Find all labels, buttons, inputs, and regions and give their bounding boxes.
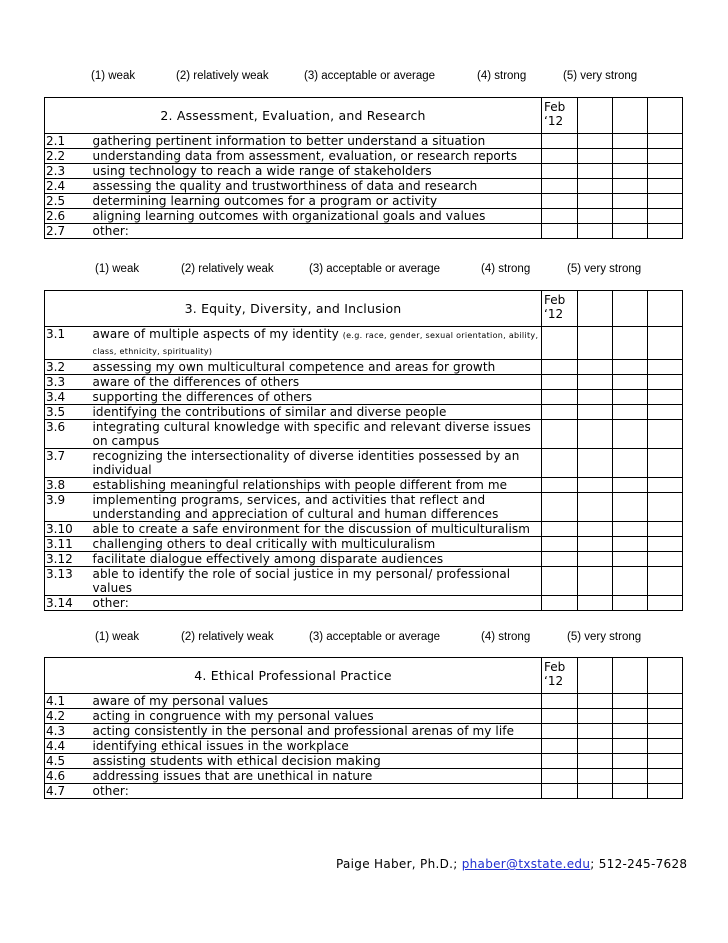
rating-cell[interactable] bbox=[542, 493, 578, 522]
rating-cell[interactable] bbox=[578, 390, 613, 405]
rating-cell[interactable] bbox=[578, 194, 613, 209]
rating-cell[interactable] bbox=[578, 769, 613, 784]
rating-cell[interactable] bbox=[578, 327, 613, 360]
table-row: 3.12 facilitate dialogue effectively among disparate audiences bbox=[45, 552, 683, 567]
rating-cell[interactable] bbox=[542, 420, 578, 449]
rating-cell[interactable] bbox=[578, 596, 613, 611]
email-link[interactable]: phaber@txstate.edu bbox=[461, 857, 591, 871]
rating-cell[interactable] bbox=[578, 694, 613, 709]
rating-cell[interactable] bbox=[578, 493, 613, 522]
rating-cell[interactable] bbox=[648, 405, 683, 420]
rating-cell[interactable] bbox=[613, 420, 648, 449]
table-row: 3.13 able to identify the role of social justice in my personal/ professional values bbox=[45, 567, 683, 596]
table-row: 4.4 identifying ethical issues in the workplace bbox=[45, 739, 683, 754]
table-row: 3.6 integrating cultural knowledge with specific and relevant diverse issues on campus bbox=[45, 420, 683, 449]
rating-cell[interactable] bbox=[613, 537, 648, 552]
rating-cell[interactable] bbox=[542, 390, 578, 405]
rating-cell[interactable] bbox=[613, 754, 648, 769]
rating-cell[interactable] bbox=[613, 209, 648, 224]
rating-cell[interactable] bbox=[578, 739, 613, 754]
rating-cell[interactable] bbox=[613, 375, 648, 390]
rating-cell[interactable] bbox=[542, 194, 578, 209]
table-row: 2.3 using technology to reach a wide range of stakeholders bbox=[45, 164, 683, 179]
table-row: 3.9 implementing programs, services, and activities that reflect and understanding and appreciation of cultural and human differences bbox=[45, 493, 683, 522]
scale-very-strong: (5) very strong bbox=[567, 631, 642, 643]
footer-contact bbox=[336, 857, 687, 871]
rating-scale bbox=[0, 70, 728, 92]
rating-cell[interactable] bbox=[648, 694, 683, 709]
rating-cell[interactable] bbox=[648, 493, 683, 522]
rating-cell[interactable] bbox=[613, 709, 648, 724]
table-row: 4.2 acting in congruence with my personal values bbox=[45, 709, 683, 724]
rating-cell[interactable] bbox=[613, 493, 648, 522]
rating-cell[interactable] bbox=[578, 724, 613, 739]
rating-cell[interactable] bbox=[542, 405, 578, 420]
rating-cell[interactable] bbox=[542, 360, 578, 375]
rating-cell[interactable] bbox=[613, 405, 648, 420]
rating-cell[interactable] bbox=[613, 327, 648, 360]
rating-cell[interactable] bbox=[648, 709, 683, 724]
rating-cell[interactable] bbox=[578, 658, 613, 694]
rating-cell[interactable] bbox=[613, 179, 648, 194]
date-column-header: Feb ‘12 bbox=[542, 98, 578, 134]
rating-cell[interactable] bbox=[648, 149, 683, 164]
rating-cell[interactable] bbox=[542, 449, 578, 478]
rating-cell[interactable] bbox=[613, 567, 648, 596]
rating-cell[interactable] bbox=[648, 291, 683, 327]
scale-strong: (4) strong bbox=[477, 70, 527, 82]
rating-cell[interactable] bbox=[648, 537, 683, 552]
rating-cell[interactable] bbox=[648, 754, 683, 769]
rating-cell[interactable] bbox=[578, 784, 613, 799]
scale-acceptable: (3) acceptable or average bbox=[304, 70, 436, 82]
rating-cell[interactable] bbox=[613, 552, 648, 567]
rating-cell[interactable] bbox=[648, 375, 683, 390]
rating-cell[interactable] bbox=[542, 552, 578, 567]
rating-cell[interactable] bbox=[578, 537, 613, 552]
rating-cell[interactable] bbox=[613, 522, 648, 537]
scale-very-strong: (5) very strong bbox=[567, 263, 642, 275]
rating-scale bbox=[0, 263, 728, 285]
scale-very-strong: (5) very strong bbox=[563, 70, 638, 82]
footer-phone: ; 512-245-7628 bbox=[590, 857, 688, 871]
rating-cell[interactable] bbox=[542, 149, 578, 164]
rating-cell[interactable] bbox=[578, 360, 613, 375]
scale-relatively-weak: (2) relatively weak bbox=[181, 263, 274, 275]
rating-cell[interactable] bbox=[578, 754, 613, 769]
rating-cell[interactable] bbox=[648, 739, 683, 754]
rating-cell[interactable] bbox=[542, 567, 578, 596]
rating-cell[interactable] bbox=[542, 224, 578, 239]
scale-strong: (4) strong bbox=[481, 263, 531, 275]
table-row: 2.5 determining learning outcomes for a program or activity bbox=[45, 194, 683, 209]
date-column-header: Feb ‘12 bbox=[542, 658, 578, 694]
rating-cell[interactable] bbox=[613, 291, 648, 327]
rating-cell[interactable] bbox=[613, 149, 648, 164]
scale-weak: (1) weak bbox=[95, 263, 140, 275]
section-header bbox=[45, 291, 683, 327]
table-row: 3.11 challenging others to deal critically with multiculuralism bbox=[45, 537, 683, 552]
rating-cell[interactable] bbox=[613, 449, 648, 478]
rating-cell[interactable] bbox=[578, 149, 613, 164]
rating-cell[interactable] bbox=[542, 596, 578, 611]
rating-cell[interactable] bbox=[542, 709, 578, 724]
table-row: 3.10 able to create a safe environment for the discussion of multiculturalism bbox=[45, 522, 683, 537]
scale-acceptable: (3) acceptable or average bbox=[309, 263, 441, 275]
rating-cell[interactable] bbox=[578, 478, 613, 493]
rating-cell[interactable] bbox=[648, 420, 683, 449]
rating-cell[interactable] bbox=[648, 179, 683, 194]
date-column-header: Feb ‘12 bbox=[542, 291, 578, 327]
rating-cell[interactable] bbox=[648, 567, 683, 596]
table-row: 2.4 assessing the quality and trustworthiness of data and research bbox=[45, 179, 683, 194]
table-row: 3.14 other: bbox=[45, 596, 683, 611]
table-row: 3.4 supporting the differences of others bbox=[45, 390, 683, 405]
rating-cell[interactable] bbox=[648, 596, 683, 611]
rating-cell[interactable] bbox=[613, 134, 648, 149]
rating-cell[interactable] bbox=[542, 164, 578, 179]
rating-cell[interactable] bbox=[613, 360, 648, 375]
rating-cell[interactable] bbox=[542, 724, 578, 739]
table-row: 3.3 aware of the differences of others bbox=[45, 375, 683, 390]
rating-cell[interactable] bbox=[578, 522, 613, 537]
rating-cell[interactable] bbox=[648, 390, 683, 405]
rating-cell[interactable] bbox=[542, 327, 578, 360]
rating-cell[interactable] bbox=[648, 478, 683, 493]
rating-cell[interactable] bbox=[578, 420, 613, 449]
rating-cell[interactable] bbox=[648, 552, 683, 567]
rating-cell[interactable] bbox=[613, 596, 648, 611]
rating-cell[interactable] bbox=[578, 209, 613, 224]
rating-cell[interactable] bbox=[648, 224, 683, 239]
table-row: 3.1 aware of multiple aspects of my identity (e.g. race, gender, sexual orientation, ability, class, ethnicity, spirituality) bbox=[45, 327, 683, 360]
identity-examples-note: (e.g. race, gender, sexual orientation, ability, class, ethnicity, spirituality) bbox=[92, 331, 539, 356]
rating-cell[interactable] bbox=[648, 449, 683, 478]
rating-cell[interactable] bbox=[542, 478, 578, 493]
rating-cell[interactable] bbox=[542, 739, 578, 754]
rating-cell[interactable] bbox=[613, 784, 648, 799]
rating-cell[interactable] bbox=[648, 98, 683, 134]
section-header bbox=[45, 98, 683, 134]
rating-cell[interactable] bbox=[648, 784, 683, 799]
rating-cell[interactable] bbox=[578, 134, 613, 149]
rating-cell[interactable] bbox=[578, 709, 613, 724]
rating-cell[interactable] bbox=[613, 194, 648, 209]
rating-cell[interactable] bbox=[542, 769, 578, 784]
section-title: 3. Equity, Diversity, and Inclusion bbox=[45, 291, 542, 327]
rating-cell[interactable] bbox=[578, 164, 613, 179]
rating-cell[interactable] bbox=[648, 327, 683, 360]
rating-cell[interactable] bbox=[542, 522, 578, 537]
rating-cell[interactable] bbox=[542, 754, 578, 769]
rating-scale bbox=[0, 631, 728, 653]
rating-cell[interactable] bbox=[648, 724, 683, 739]
table-row: 2.1 gathering pertinent information to better understand a situation bbox=[45, 134, 683, 149]
section-table bbox=[44, 657, 683, 799]
rating-cell[interactable] bbox=[578, 449, 613, 478]
rating-cell[interactable] bbox=[613, 478, 648, 493]
rating-cell[interactable] bbox=[578, 98, 613, 134]
section-table bbox=[44, 97, 683, 239]
rating-cell[interactable] bbox=[578, 375, 613, 390]
table-row: 3.2 assessing my own multicultural competence and areas for growth bbox=[45, 360, 683, 375]
section-table bbox=[44, 290, 683, 611]
rating-cell[interactable] bbox=[648, 522, 683, 537]
scale-relatively-weak: (2) relatively weak bbox=[181, 631, 274, 643]
rating-cell[interactable] bbox=[542, 694, 578, 709]
scale-weak: (1) weak bbox=[95, 631, 140, 643]
rating-cell[interactable] bbox=[648, 360, 683, 375]
table-row: 4.6 addressing issues that are unethical in nature bbox=[45, 769, 683, 784]
table-row: 3.8 establishing meaningful relationships with people different from me bbox=[45, 478, 683, 493]
rating-cell[interactable] bbox=[542, 537, 578, 552]
rating-cell[interactable] bbox=[542, 179, 578, 194]
rating-cell[interactable] bbox=[648, 769, 683, 784]
section-title: 2. Assessment, Evaluation, and Research bbox=[45, 98, 542, 134]
rating-cell[interactable] bbox=[648, 658, 683, 694]
table-row: 4.3 acting consistently in the personal and professional arenas of my life bbox=[45, 724, 683, 739]
scale-acceptable: (3) acceptable or average bbox=[309, 631, 441, 643]
rating-cell[interactable] bbox=[613, 390, 648, 405]
rating-cell[interactable] bbox=[613, 224, 648, 239]
table-row: 2.2 understanding data from assessment, evaluation, or research reports bbox=[45, 149, 683, 164]
rating-cell[interactable] bbox=[578, 567, 613, 596]
rating-cell[interactable] bbox=[578, 552, 613, 567]
table-row: 4.5 assisting students with ethical decision making bbox=[45, 754, 683, 769]
rating-cell[interactable] bbox=[578, 179, 613, 194]
rating-cell[interactable] bbox=[648, 194, 683, 209]
rating-cell[interactable] bbox=[648, 164, 683, 179]
rating-cell[interactable] bbox=[613, 164, 648, 179]
table-row: 4.7 other: bbox=[45, 784, 683, 799]
table-row: 2.7 other: bbox=[45, 224, 683, 239]
rating-cell[interactable] bbox=[648, 134, 683, 149]
section-title: 4. Ethical Professional Practice bbox=[45, 658, 542, 694]
scale-strong: (4) strong bbox=[481, 631, 531, 643]
rating-cell[interactable] bbox=[578, 291, 613, 327]
rating-cell[interactable] bbox=[613, 98, 648, 134]
table-row: 2.6 aligning learning outcomes with organizational goals and values bbox=[45, 209, 683, 224]
section-header bbox=[45, 658, 683, 694]
scale-relatively-weak: (2) relatively weak bbox=[176, 70, 269, 82]
rating-cell[interactable] bbox=[542, 134, 578, 149]
table-row: 4.1 aware of my personal values bbox=[45, 694, 683, 709]
rating-cell[interactable] bbox=[648, 209, 683, 224]
rating-cell[interactable] bbox=[542, 375, 578, 390]
scale-weak: (1) weak bbox=[91, 70, 136, 82]
rating-cell[interactable] bbox=[613, 769, 648, 784]
rating-cell[interactable] bbox=[542, 784, 578, 799]
rating-cell[interactable] bbox=[578, 405, 613, 420]
rating-cell[interactable] bbox=[613, 658, 648, 694]
rating-cell[interactable] bbox=[613, 694, 648, 709]
rating-cell[interactable] bbox=[613, 724, 648, 739]
table-row: 3.7 recognizing the intersectionality of diverse identities possessed by an individual bbox=[45, 449, 683, 478]
rating-cell[interactable] bbox=[542, 209, 578, 224]
table-row: 3.5 identifying the contributions of similar and diverse people bbox=[45, 405, 683, 420]
rating-cell[interactable] bbox=[578, 224, 613, 239]
footer-name: Paige Haber, Ph.D.; bbox=[336, 857, 462, 871]
rating-cell[interactable] bbox=[613, 739, 648, 754]
